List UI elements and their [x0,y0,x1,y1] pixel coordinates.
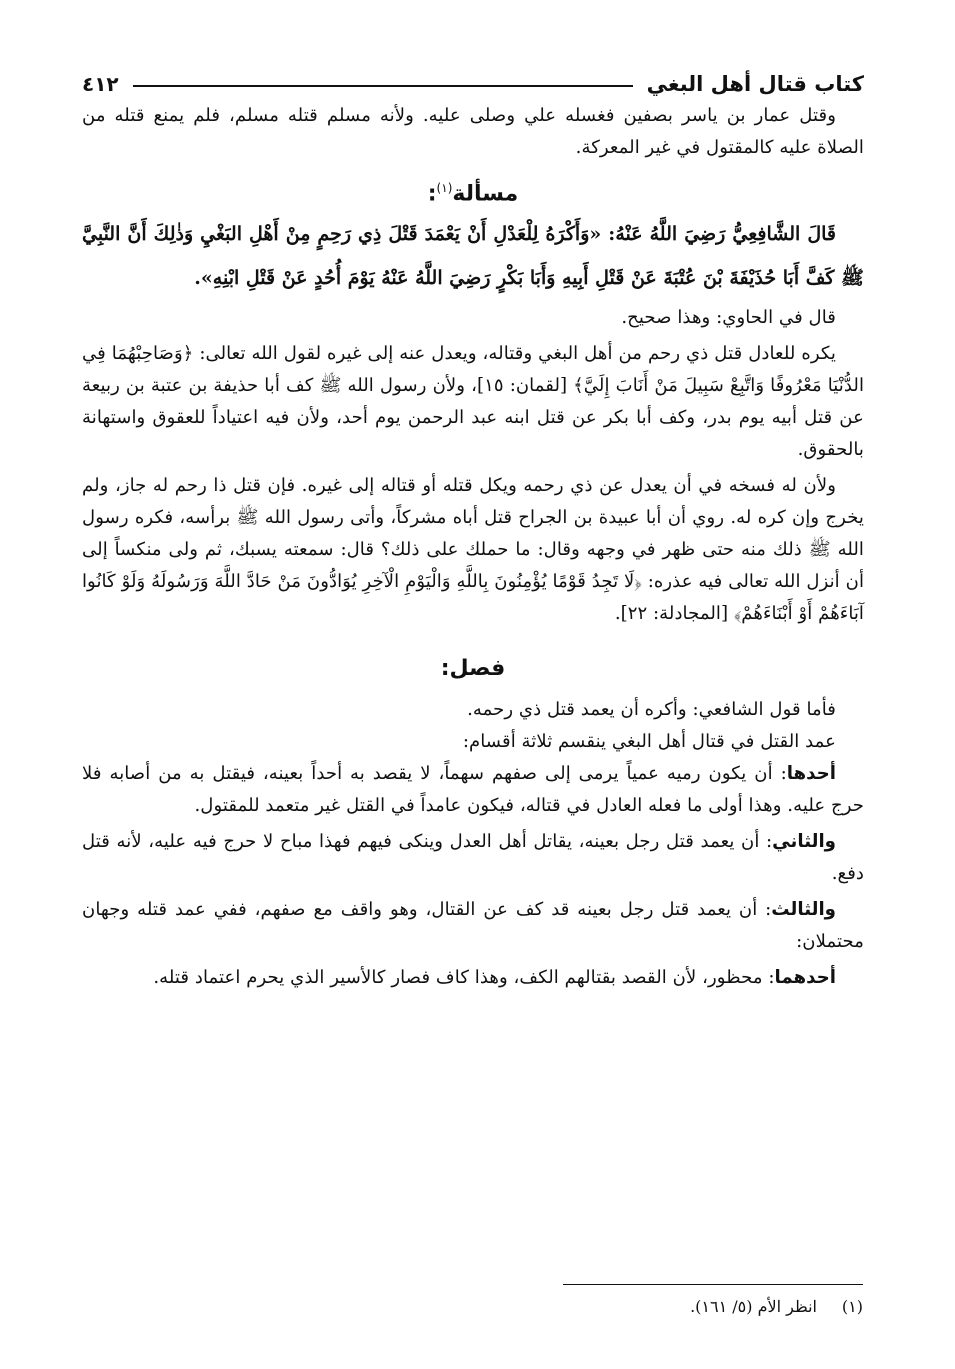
paragraph-hawi: قال في الحاوي: وهذا صحيح. [621,307,836,328]
page-number: ٤١٢ [82,72,119,96]
first-division-text: : أن يكون رميه عمياً يرمى إلى صفهم سهماً، لا يقصد به أحداً بعينه، فيقتل به من أصابه فلا حرج عليه. وهذا أولى ما فعله العادل في قتاله، فيكون عامداً في القتل غير متعمد للمقتول. [82,763,864,816]
paragraph-three-divisions: عمد القتل في قتال أهل البغي ينقسم ثلاثة أقسام: [462,731,836,752]
term-first: أحدها [786,763,836,784]
footnote-number: (١) [841,1297,863,1316]
paragraph-ammar: وقتل عمار بن ياسر بصفين فغسله علي وصلى عليه. ولأنه مسلم قتله مسلم، فلم يمنع قتله من الصلاة عليه كالمقتول في غير المعركة. [82,105,864,158]
paragraph-second-division [82,826,864,890]
third-division-text: : أن يعمد قتل رجل بعينه قد كف عن القتال، وهو واقف مع صفهم، ففي عمد قتله وجهان محتملان: [82,899,864,952]
footnote [563,1294,863,1320]
second-division-text: : أن يعمد قتل رجل بعينه، يقاتل أهل العدل وينكى فيهم فهذا مباح لا حرج فيه عليه، لأنه قتل دفع. [82,831,864,884]
running-title: كتاب قتال أهل البغي [646,72,864,96]
footnote-marker: (١) [436,181,453,195]
book-page [82,52,864,994]
footnote-text: انظر الأم (٥/ ١٦١). [690,1297,817,1316]
term-first-view: أحدهما [774,967,836,988]
first-view-text: : محظور، لأن القصد بقتالهم الكف، وهذا كاف فصار كالأسير الذي يحرم اعتماد قتله. [153,967,775,988]
paragraph-qawl-shafii: فأما قول الشافعي: وأكره أن يعمد قتل ذي رحمه. [467,699,836,720]
masala-heading-colon: : [427,181,437,207]
paragraph-first-view [82,962,864,994]
fasl-heading: فصل: [440,656,506,681]
header-rule [133,85,633,87]
page-header [82,52,864,96]
term-third: والثالث [771,899,836,920]
paragraph-first-division [82,758,864,822]
term-second: والثاني [772,831,836,852]
footnote-rule [563,1284,863,1285]
masala-heading [82,164,864,212]
paragraph-abu-ubayda: ولأن له فسخه في أن يعدل عن ذي رحمه ويكل قتله أو قتاله إلى غيره. فإن قتل ذا رحم له جاز، ولم يخرج وإن كره له. روي أن أبا عبيدة بن الجراح قتل أباه مشركاً، وأتى رسول الله ﷺ برأسه، فكره رسول الله ﷺ ذلك منه حتى ظهر في وجهه وقال: ما حملك على ذلك؟ قال: سمعته يسبك، ثم ولى منكساً إلى أن أنزل الله تعالى فيه عذره: ﴿لَا تَجِدُ قَوْمًا يُؤْمِنُونَ بِاللَّهِ وَالْيَوْمِ الْآخِرِ يُوَادُّونَ مَنْ حَادَّ اللَّهَ وَرَسُولَهُ وَلَوْ كَانُوا آبَاءَهُمْ أَوْ أَبْنَاءَهُمْ﴾ [المجادلة: ٢٢]. [82,475,864,624]
paragraph-third-division [82,894,864,958]
paragraph-dhi-rahim: يكره للعادل قتل ذي رحم من أهل البغي وقتاله، ويعدل عنه إلى غيره لقول الله تعالى: ﴿وَصَاحِبْهُمَا فِي الدُّنْيَا مَعْرُوفًا وَاتَّبِعْ سَبِيلَ مَنْ أَنَابَ إِلَيَّ﴾ [لقمان: ١٥]، ولأن رسول الله ﷺ كف أبا حذيفة بن عتبة بن ربيعة عن قتل أبيه يوم بدر، وكف أبا بكر عن قتل ابنه عبد الرحمن يوم أحد، ولأن فيه اعتياداً للعقوق واستهانة بالحقوق. [82,343,864,460]
masala-heading-text: مسألة [452,181,519,207]
shafii-quote: قَالَ الشَّافِعِيُّ رَضِيَ اللَّهُ عَنْهُ: «وَأَكْرَهُ لِلْعَدْلِ أَنْ يَعْمَدَ قَتْلَ ذِي رَحِمٍ مِنْ أَهْلِ البَغْيِ وَذٰلِكَ أَنَّ النَّبِيَّ ﷺ كَفَّ أَبَا حُذَيْفَةَ بْنَ عُتْبَةَ عَنْ قَتْلِ أَبِيهِ وَأَبَا بَكْرٍ رَضِيَ اللَّهُ عَنْهُ يَوْمَ أُحُدٍ عَنْ قَتْلِ ابْنِهِ». [82,223,864,289]
